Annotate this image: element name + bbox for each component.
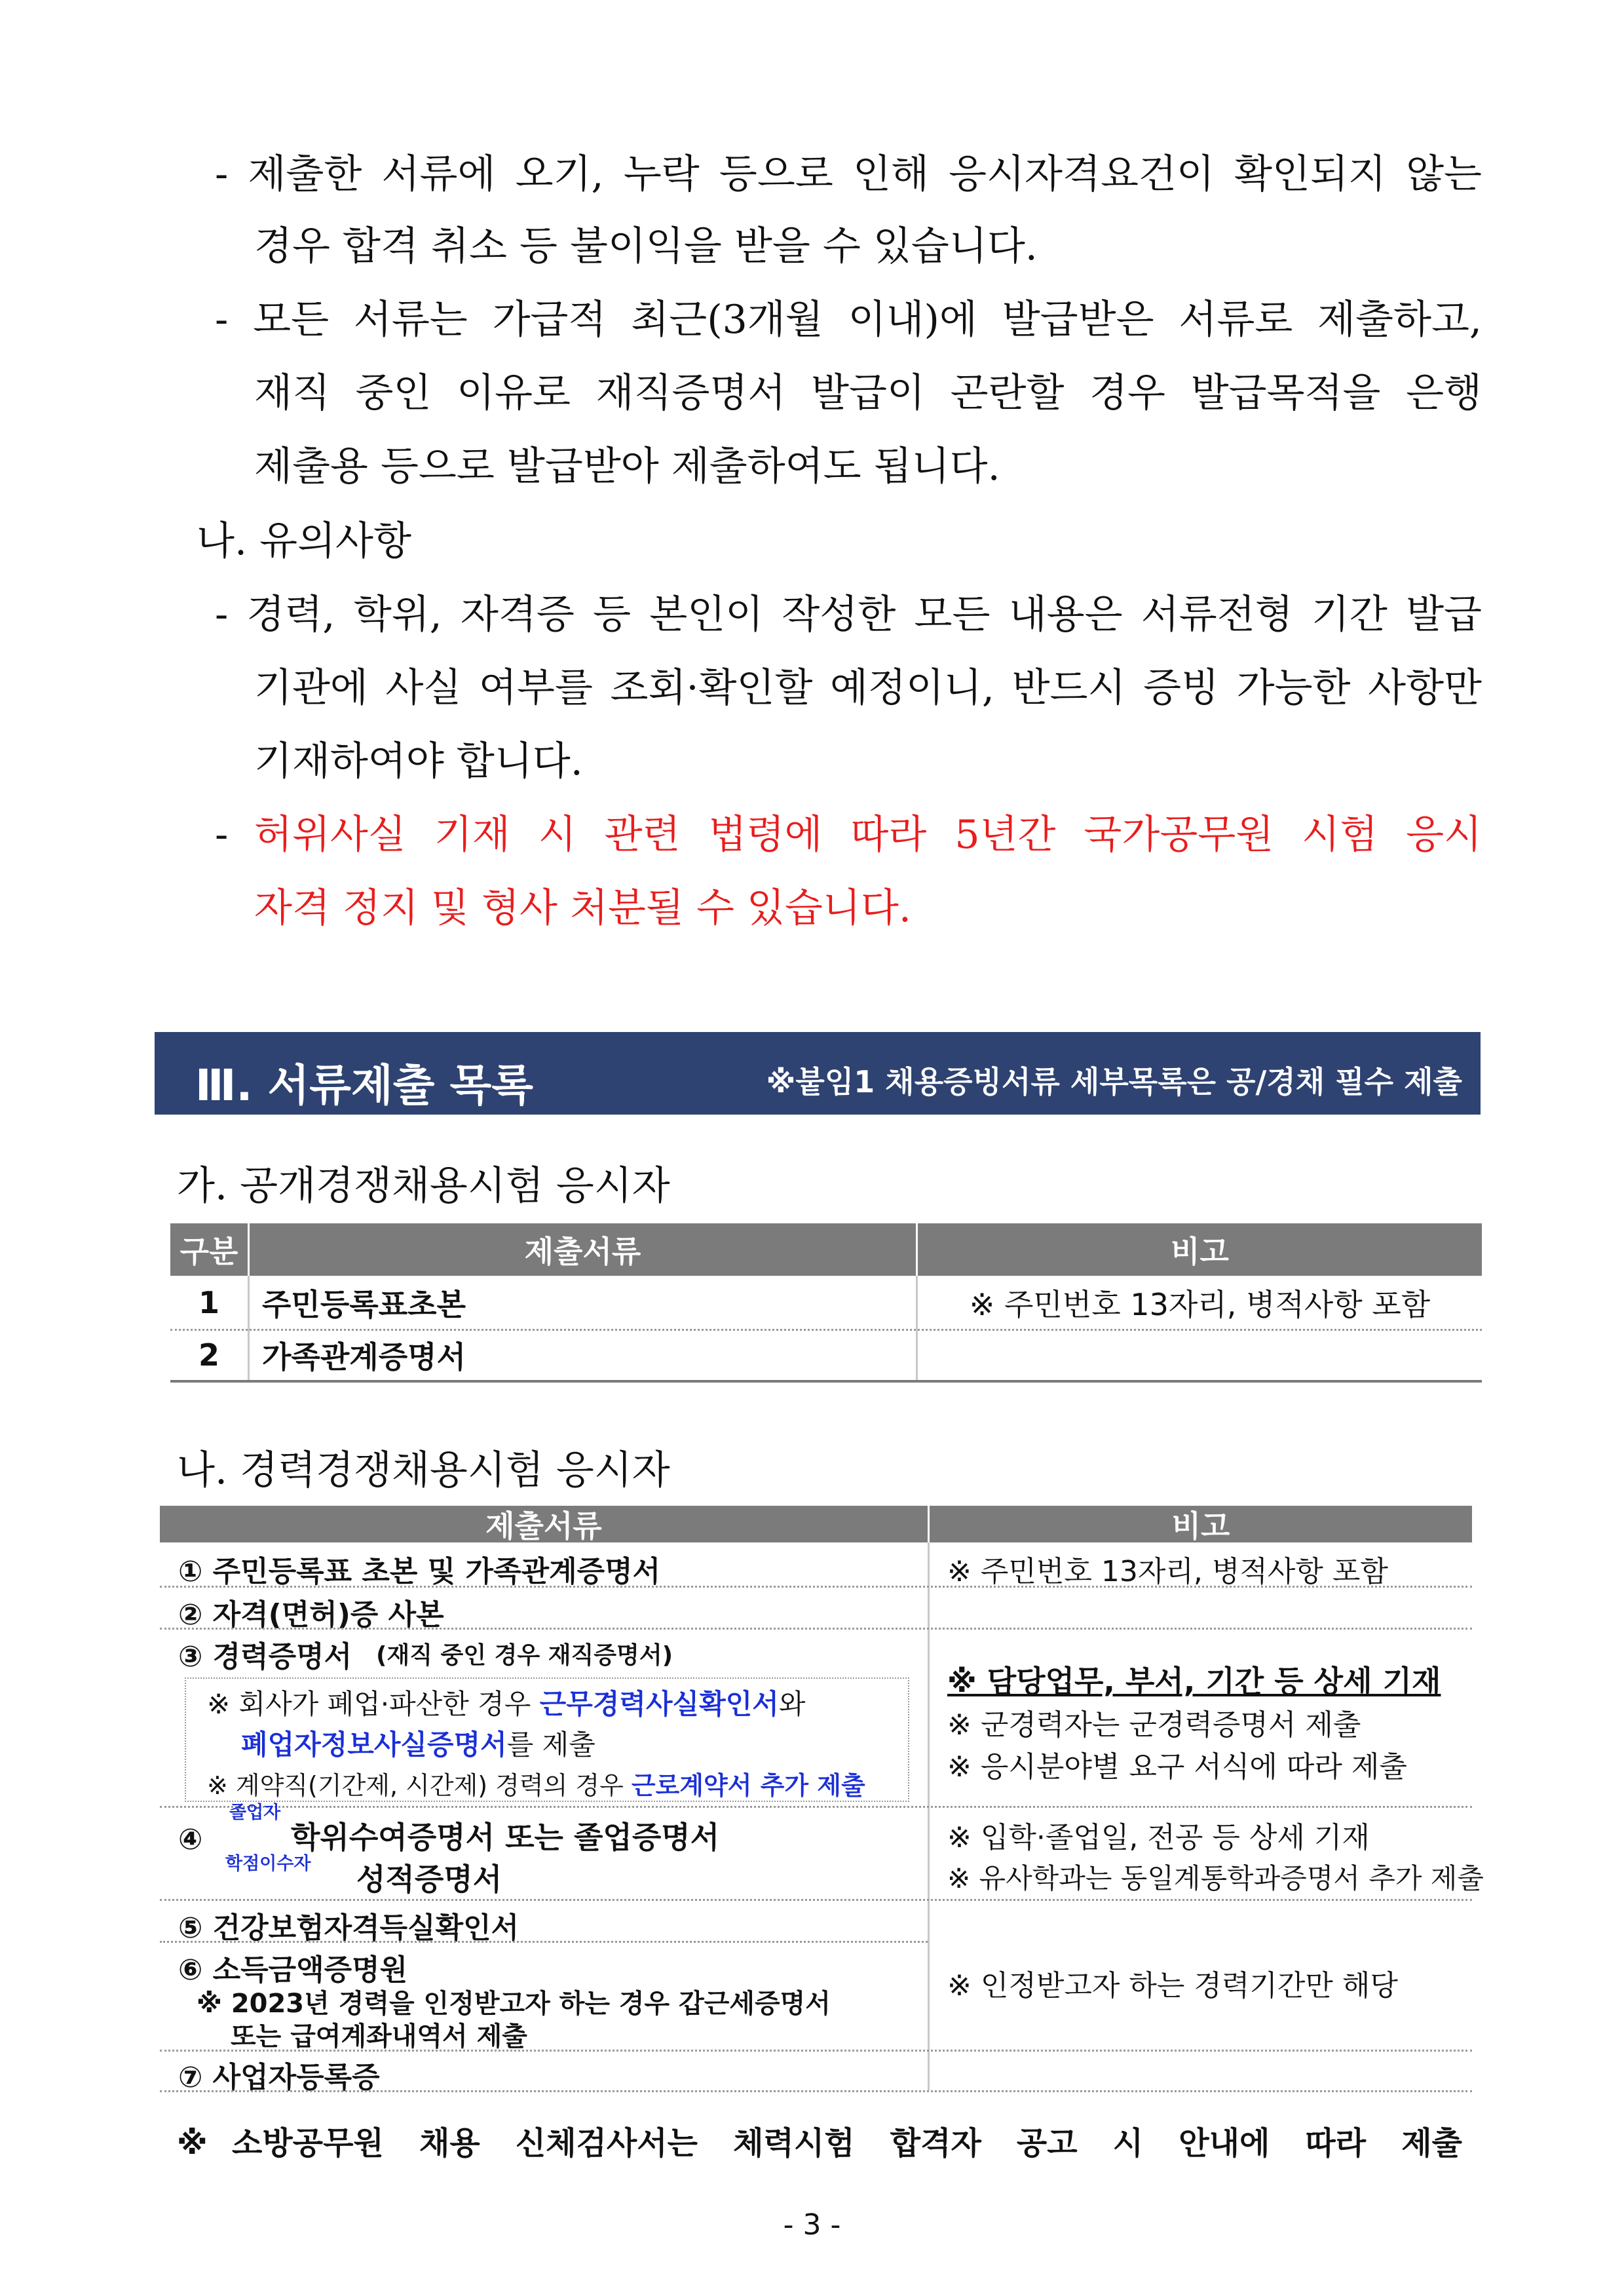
section-header-band [155, 1032, 1481, 1115]
table-b-row4-tag-credit: 학점이수자 [225, 1854, 311, 1874]
table-b-row4-doc1: 학위수여증명서 또는 졸업증명서 [291, 1820, 720, 1855]
table-b-row4-note1: ※ 입학·졸업일, 전공 등 상세 기재 [947, 1821, 1370, 1854]
table-b-row4-note2: ※ 유사학과는 동일계통학과증명서 추가 제출 [947, 1862, 1484, 1894]
table-b-row4-num: ④ [178, 1823, 203, 1856]
table-b-row3-box-line1: ※ 회사가 폐업·파산한 경우 근무경력사실확인서와 [207, 1688, 806, 1720]
table-b-row3-box-line3: ※ 계약직(기간제, 시간제) 경력의 경우 근로계약서 추가 제출 [207, 1771, 865, 1800]
table-a-heading: 가. 공개경쟁채용시험 응시자 [177, 1163, 670, 1209]
table-a-row1-note: ※ 주민번호 13자리, 병적사항 포함 [969, 1287, 1431, 1322]
table-b-row4-doc2: 성적증명서 [356, 1862, 502, 1897]
table-b-row4-tag-graduate: 졸업자 [229, 1803, 281, 1823]
page-number: - 3 - [783, 2208, 841, 2242]
table-b-row3-note1: ※ 담당업무, 부서, 기간 등 상세 기재 [947, 1664, 1441, 1699]
footer-note: ※소방공무원 채용 신체검사서는 체력시험 합격자 공고 시 안내에 따라 제출 [177, 2125, 1462, 2162]
table-a-row2-no: 2 [198, 1337, 219, 1373]
section-note: ※붙임1 채용증빙서류 세부목록은 공/경채 필수 제출 [766, 1064, 1462, 1100]
intro-line-4: 재직 중인 이유로 재직증명서 발급이 곤란할 경우 발급목적을 은행 [254, 370, 1482, 416]
table-b-row6-doc: ⑥ 소득금액증명원 [178, 1953, 408, 1987]
table-a-header-note: 비고 [918, 1223, 1482, 1276]
notice-warning-line-2: 자격 정지 및 형사 처분될 수 있습니다. [254, 885, 911, 931]
table-b-row3-doc-small: (재직 중인 경우 재직증명서) [376, 1642, 673, 1669]
table-b-heading: 나. 경력경쟁채용시험 응시자 [177, 1447, 670, 1493]
table-b-row3-doc: ③ 경력증명서 [178, 1640, 352, 1674]
table-b-row6-sub2: 또는 급여계좌내역서 제출 [231, 2021, 527, 2052]
table-b-row1-doc: ① 주민등록표 초본 및 가족관계증명서 [178, 1555, 661, 1588]
notice-line-2: 기관에 사실 여부를 조회·확인할 예정이니, 반드시 증빙 가능한 사항만 [254, 665, 1482, 711]
table-b-row3-box-line2: 폐업자정보사실증명서를 제출 [241, 1729, 595, 1761]
notice-warning-line-1: 허위사실 기재 시 관련 법령에 따라 5년간 국가공무원 시험 응시 [254, 812, 1482, 858]
intro-line-1: - 제출한 서류에 오기, 누락 등으로 인해 응시자격요건이 확인되지 않는 [215, 151, 1482, 197]
intro-line-2: 경우 합격 취소 등 불이익을 받을 수 있습니다. [254, 223, 1038, 269]
table-a-header-doc: 제출서류 [250, 1223, 916, 1276]
table-a-row2-note [918, 1330, 1482, 1380]
table-b-row56-note: ※ 인정받고자 하는 경력기간만 해당 [947, 1969, 1398, 2002]
table-b-row3-note2: ※ 군경력자는 군경력증명서 제출 [947, 1708, 1361, 1742]
table-a-row1-no: 1 [198, 1285, 219, 1320]
table-b-row1-note: ※ 주민번호 13자리, 병적사항 포함 [947, 1555, 1388, 1588]
table-b-row2-doc: ② 자격(면허)증 사본 [178, 1598, 444, 1632]
table-b-row3-note3: ※ 응시분야별 요구 서식에 따라 제출 [947, 1750, 1407, 1784]
table-b-row6-sub1: ※ 2023년 경력을 인정받고자 하는 경우 갑근세증명서 [197, 1989, 831, 2019]
table-b-row7-doc: ⑦ 사업자등록증 [178, 2061, 380, 2094]
table-a-row1-doc: 주민등록표초본 [262, 1287, 466, 1322]
section-title: Ⅲ. 서류제출 목록 [195, 1060, 533, 1111]
notice-line-3: 기재하여야 합니다. [254, 738, 583, 784]
table-a-header-no: 구분 [170, 1223, 248, 1276]
table-a-row2-doc: 가족관계증명서 [262, 1339, 466, 1375]
notice-line-1: - 경력, 학위, 자격증 등 본인이 작성한 모든 내용은 서류전형 기간 발급 [215, 592, 1482, 638]
intro-line-5: 제출용 등으로 발급받아 제출하여도 됩니다. [254, 444, 1000, 489]
table-b-header-note: 비고 [930, 1506, 1472, 1542]
notice-heading: 나. 유의사항 [197, 518, 411, 564]
notice-dash: - [215, 812, 229, 858]
intro-line-3: - 모든 서류는 가급적 최근(3개월 이내)에 발급받은 서류로 제출하고, [215, 297, 1482, 343]
table-b-header-doc: 제출서류 [160, 1506, 928, 1542]
table-b-row5-doc: ⑤ 건강보험자격득실확인서 [178, 1911, 519, 1945]
